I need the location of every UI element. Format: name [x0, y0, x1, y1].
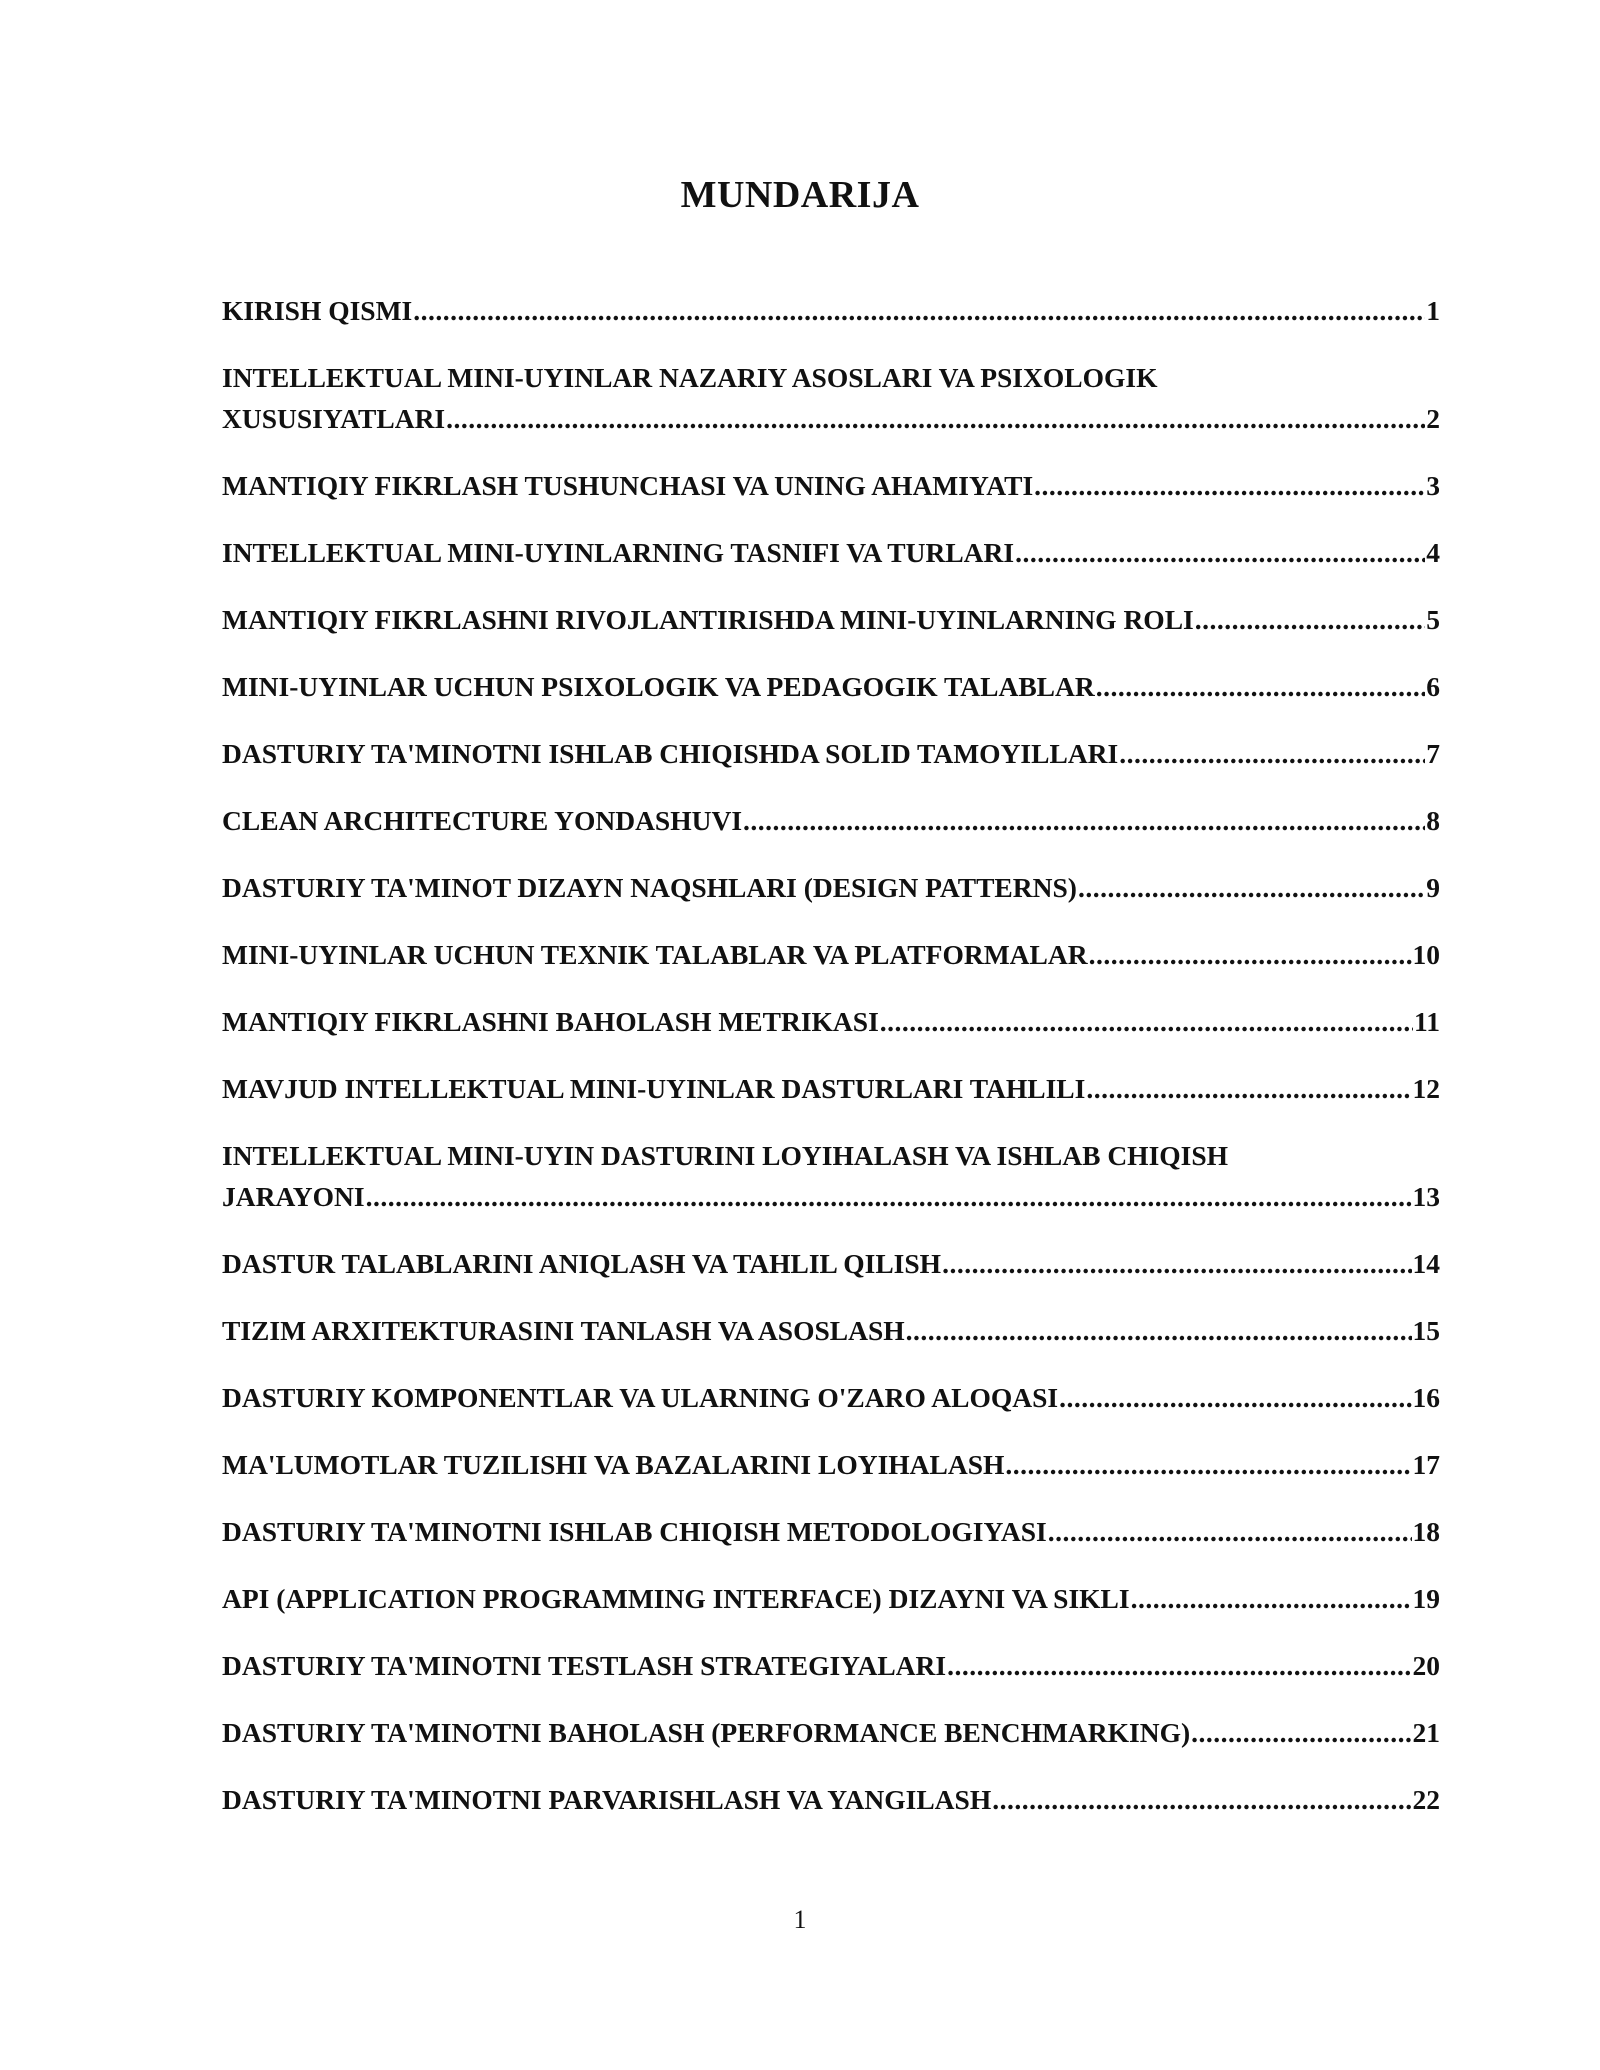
toc-dot-leader [446, 398, 1425, 439]
toc-page-number: 3 [1426, 470, 1440, 501]
toc-entry[interactable] [222, 800, 1440, 841]
toc-dot-leader [1119, 733, 1425, 774]
toc-page-number: 9 [1426, 872, 1440, 903]
toc-entry[interactable] [222, 1310, 1440, 1351]
table-of-contents [222, 290, 1440, 1846]
toc-page-number: 2 [1426, 403, 1440, 434]
toc-page-number: 1 [1426, 295, 1440, 326]
toc-entry-title: DASTURIY TA'MINOTNI ISHLAB CHIQISH METODOLOGIYASI [222, 1516, 1047, 1547]
toc-entry-title: CLEAN ARCHITECTURE YONDASHUVI [222, 805, 743, 836]
toc-entry-row [222, 532, 1440, 573]
toc-page-number: 13 [1412, 1181, 1440, 1212]
toc-dot-leader [1096, 666, 1426, 707]
toc-entry-title: XUSUSIYATLARI [222, 403, 446, 434]
toc-page-number: 19 [1412, 1583, 1440, 1614]
toc-page-number: 18 [1412, 1516, 1440, 1547]
toc-dot-leader [1078, 867, 1425, 908]
toc-entry-title-line: INTELLEKTUAL MINI-UYINLAR NAZARIY ASOSLARI VA PSIXOLOGIK [222, 362, 1158, 393]
toc-entry[interactable] [222, 1135, 1440, 1217]
toc-entry[interactable] [222, 1645, 1440, 1686]
toc-page-number: 22 [1412, 1784, 1440, 1815]
toc-entry-row [222, 290, 1440, 331]
toc-dot-leader [880, 1001, 1413, 1042]
toc-entry-row [222, 800, 1440, 841]
toc-entry-title: MAVJUD INTELLEKTUAL MINI-UYINLAR DASTURLARI TAHLILI [222, 1073, 1086, 1104]
toc-entry[interactable] [222, 532, 1440, 573]
toc-entry-title: API (APPLICATION PROGRAMMING INTERFACE) DIZAYNI VA SIKLI [222, 1583, 1130, 1614]
toc-entry[interactable] [222, 465, 1440, 506]
toc-entry-title: MA'LUMOTLAR TUZILISHI VA BAZALARINI LOYIHALASH [222, 1449, 1005, 1480]
toc-dot-leader [1089, 934, 1412, 975]
toc-page-number: 21 [1412, 1717, 1440, 1748]
toc-entry[interactable] [222, 1779, 1440, 1820]
toc-entry-title: DASTURIY TA'MINOTNI BAHOLASH (PERFORMANCE BENCHMARKING) [222, 1717, 1191, 1748]
toc-entry[interactable] [222, 1068, 1440, 1109]
toc-entry-row [222, 1176, 1440, 1217]
toc-dot-leader [743, 800, 1425, 841]
page-title: MUNDARIJA [680, 174, 920, 217]
toc-dot-leader [413, 290, 1425, 331]
toc-entry-row [222, 1712, 1440, 1753]
toc-entry-title: JARAYONI [222, 1181, 365, 1212]
toc-page-number: 20 [1412, 1650, 1440, 1681]
toc-dot-leader [942, 1243, 1411, 1284]
toc-entry-title: DASTURIY TA'MINOTNI PARVARISHLASH VA YANGILASH [222, 1784, 992, 1815]
toc-entry-row [222, 867, 1440, 908]
toc-entry-title: MINI-UYINLAR UCHUN TEXNIK TALABLAR VA PLATFORMALAR [222, 939, 1088, 970]
toc-dot-leader [1005, 1444, 1411, 1485]
page-number: 1 [793, 1905, 807, 1934]
toc-entry-row [222, 599, 1440, 640]
toc-entry-row [222, 1578, 1440, 1619]
toc-entry-title: MANTIQIY FIKRLASHNI RIVOJLANTIRISHDA MINI-UYINLARNING ROLI [222, 604, 1194, 635]
toc-page-number: 4 [1426, 537, 1440, 568]
toc-entry[interactable] [222, 1444, 1440, 1485]
toc-dot-leader [1059, 1377, 1411, 1418]
toc-entry[interactable] [222, 1578, 1440, 1619]
toc-entry[interactable] [222, 666, 1440, 707]
toc-entry-title: DASTUR TALABLARINI ANIQLASH VA TAHLIL QILISH [222, 1248, 942, 1279]
toc-entry[interactable] [222, 357, 1440, 439]
toc-entry[interactable] [222, 934, 1440, 975]
toc-entry[interactable] [222, 867, 1440, 908]
toc-page-number: 14 [1412, 1248, 1440, 1279]
toc-entry[interactable] [222, 1243, 1440, 1284]
toc-entry-title-line: INTELLEKTUAL MINI-UYIN DASTURINI LOYIHALASH VA ISHLAB CHIQISH [222, 1140, 1229, 1171]
toc-dot-leader [906, 1310, 1412, 1351]
toc-entry-title: MANTIQIY FIKRLASHNI BAHOLASH METRIKASI [222, 1006, 879, 1037]
toc-dot-leader [1034, 465, 1425, 506]
toc-entry[interactable] [222, 1511, 1440, 1552]
toc-entry[interactable] [222, 290, 1440, 331]
toc-dot-leader [366, 1176, 1412, 1217]
toc-entry-row [222, 1645, 1440, 1686]
toc-entry-row [222, 1243, 1440, 1284]
toc-dot-leader [1191, 1712, 1411, 1753]
toc-entry-row [222, 1779, 1440, 1820]
toc-page-number: 12 [1412, 1073, 1440, 1104]
toc-page-number: 5 [1426, 604, 1440, 635]
toc-entry-title: DASTURIY TA'MINOTNI ISHLAB CHIQISHDA SOLID TAMOYILLARI [222, 738, 1119, 769]
toc-dot-leader [1015, 532, 1425, 573]
toc-entry-row [222, 733, 1440, 774]
toc-entry[interactable] [222, 599, 1440, 640]
toc-page-number: 16 [1412, 1382, 1440, 1413]
toc-entry-title: KIRISH QISMI [222, 295, 413, 326]
toc-page-number: 10 [1412, 939, 1440, 970]
toc-entry[interactable] [222, 1377, 1440, 1418]
toc-entry-row [222, 1310, 1440, 1351]
toc-dot-leader [1195, 599, 1426, 640]
toc-entry-title: MANTIQIY FIKRLASH TUSHUNCHASI VA UNING AHAMIYATI [222, 470, 1034, 501]
toc-dot-leader [1048, 1511, 1412, 1552]
toc-page-number: 15 [1412, 1315, 1440, 1346]
toc-dot-leader [1086, 1068, 1411, 1109]
toc-dot-leader [947, 1645, 1411, 1686]
toc-page-number: 6 [1426, 671, 1440, 702]
toc-entry-row [222, 934, 1440, 975]
toc-entry-title: INTELLEKTUAL MINI-UYINLARNING TASNIFI VA TURLARI [222, 537, 1015, 568]
toc-entry-title: DASTURIY KOMPONENTLAR VA ULARNING O'ZARO ALOQASI [222, 1382, 1059, 1413]
toc-entry-row [222, 398, 1440, 439]
toc-entry-row [222, 1377, 1440, 1418]
toc-page-number: 7 [1426, 738, 1440, 769]
toc-entry-title: DASTURIY TA'MINOT DIZAYN NAQSHLARI (DESIGN PATTERNS) [222, 872, 1077, 903]
toc-entry-row [222, 666, 1440, 707]
toc-dot-leader [992, 1779, 1411, 1820]
toc-entry[interactable] [222, 1712, 1440, 1753]
toc-page-number: 8 [1426, 805, 1440, 836]
toc-page-number: 11 [1414, 1006, 1440, 1037]
toc-entry-title: MINI-UYINLAR UCHUN PSIXOLOGIK VA PEDAGOGIK TALABLAR [222, 671, 1095, 702]
toc-entry[interactable] [222, 733, 1440, 774]
toc-dot-leader [1131, 1578, 1412, 1619]
toc-entry-row [222, 1511, 1440, 1552]
toc-page-number: 17 [1412, 1449, 1440, 1480]
toc-entry-row [222, 1001, 1440, 1042]
toc-entry-title: TIZIM ARXITEKTURASINI TANLASH VA ASOSLASH [222, 1315, 905, 1346]
toc-entry[interactable] [222, 1001, 1440, 1042]
toc-entry-row [222, 1068, 1440, 1109]
toc-entry-row [222, 465, 1440, 506]
toc-entry-row [222, 1444, 1440, 1485]
toc-entry-title: DASTURIY TA'MINOTNI TESTLASH STRATEGIYALARI [222, 1650, 947, 1681]
